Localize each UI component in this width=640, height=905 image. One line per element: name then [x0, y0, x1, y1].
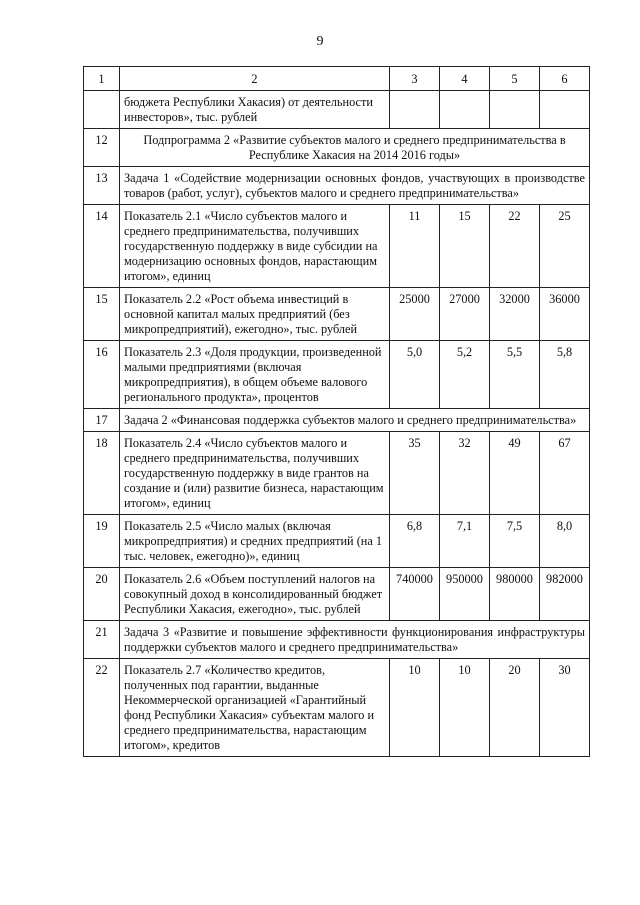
indicator-value: 15 [440, 205, 490, 288]
page-number: 9 [316, 34, 324, 49]
section-title: Задача 1 «Содействие модернизации основных фондов, участвующих в производстве товаров (работ, услуг), субъектов малого и среднего предпринимательства» [120, 167, 590, 205]
indicator-value: 7,1 [440, 515, 490, 568]
indicator-value: 35 [390, 432, 440, 515]
table-row [84, 659, 590, 757]
indicator-value: 982000 [540, 568, 590, 621]
indicator-value: 11 [390, 205, 440, 288]
indicator-value [540, 91, 590, 129]
row-number: 20 [84, 568, 120, 621]
indicator-value [390, 91, 440, 129]
table-row [84, 341, 590, 409]
indicator-value: 980000 [490, 568, 540, 621]
table-header-row [84, 67, 590, 91]
section-title: Задача 3 «Развитие и повышение эффективности функционирования инфраструктуры поддержки субъектов малого и среднего предпринимательства» [120, 621, 590, 659]
indicator-value: 10 [390, 659, 440, 757]
indicator-value: 67 [540, 432, 590, 515]
header-cell: 2 [120, 67, 390, 91]
indicator-value: 36000 [540, 288, 590, 341]
indicator-description: Показатель 2.3 «Доля продукции, произведенной малыми предприятиями (включая микропредприятия), в общем объеме валового регионального продукта», процентов [120, 341, 390, 409]
header-cell: 1 [84, 67, 120, 91]
row-number: 12 [84, 129, 120, 167]
section-title: Подпрограмма 2 «Развитие субъектов малого и среднего предпринимательства в Республике Хакасия на 2014 2016 годы» [120, 129, 590, 167]
section-title: Задача 2 «Финансовая поддержка субъектов малого и среднего предпринимательства» [120, 409, 590, 432]
table-row [84, 432, 590, 515]
indicator-value: 740000 [390, 568, 440, 621]
indicator-value: 5,2 [440, 341, 490, 409]
row-number: 15 [84, 288, 120, 341]
header-cell: 5 [490, 67, 540, 91]
indicator-value [490, 91, 540, 129]
indicator-value: 5,5 [490, 341, 540, 409]
table-row [84, 568, 590, 621]
indicator-value: 6,8 [390, 515, 440, 568]
indicator-value: 25 [540, 205, 590, 288]
indicators-table [83, 66, 590, 757]
row-number: 16 [84, 341, 120, 409]
row-number: 17 [84, 409, 120, 432]
indicator-description: бюджета Республики Хакасия) от деятельности инвесторов», тыс. рублей [120, 91, 390, 129]
table-row [84, 409, 590, 432]
row-number: 18 [84, 432, 120, 515]
header-cell: 6 [540, 67, 590, 91]
row-number: 19 [84, 515, 120, 568]
table-row [84, 205, 590, 288]
indicator-value: 10 [440, 659, 490, 757]
indicator-value [440, 91, 490, 129]
indicator-value: 49 [490, 432, 540, 515]
table-row [84, 515, 590, 568]
indicator-description: Показатель 2.7 «Количество кредитов, полученных под гарантии, выданные Некоммерческой организацией «Гарантийный фонд Республики Хакасия» субъектам малого и среднего предпринимательства, нарастающим итогом», кредитов [120, 659, 390, 757]
indicator-value: 5,0 [390, 341, 440, 409]
header-cell: 4 [440, 67, 490, 91]
row-number: 21 [84, 621, 120, 659]
table-row [84, 621, 590, 659]
indicator-value: 32 [440, 432, 490, 515]
row-number [84, 91, 120, 129]
indicator-value: 950000 [440, 568, 490, 621]
row-number: 14 [84, 205, 120, 288]
table-row [84, 167, 590, 205]
indicator-value: 27000 [440, 288, 490, 341]
row-number: 22 [84, 659, 120, 757]
indicator-value: 8,0 [540, 515, 590, 568]
indicator-description: Показатель 2.4 «Число субъектов малого и среднего предпринимательства, получивших государственную поддержку в виде грантов на создание и (или) развитие бизнеса, нарастающим итогом», единиц [120, 432, 390, 515]
indicator-description: Показатель 2.6 «Объем поступлений налогов на совокупный доход в консолидированный бюджет Республики Хакасия, ежегодно», тыс. рублей [120, 568, 390, 621]
indicator-description: Показатель 2.5 «Число малых (включая микропредприятия) и средних предприятий (на 1 тыс. человек, ежегодно)», единиц [120, 515, 390, 568]
indicator-description: Показатель 2.2 «Рост объема инвестиций в основной капитал малых предприятий (без микропредприятий), ежегодно», тыс. рублей [120, 288, 390, 341]
table-row [84, 91, 590, 129]
table-row [84, 288, 590, 341]
indicator-value: 7,5 [490, 515, 540, 568]
indicator-description: Показатель 2.1 «Число субъектов малого и среднего предпринимательства, получивших государственную поддержку в виде субсидии на модернизацию основных фондов, нарастающим итогом», единиц [120, 205, 390, 288]
indicator-value: 30 [540, 659, 590, 757]
indicator-value: 20 [490, 659, 540, 757]
indicator-value: 22 [490, 205, 540, 288]
indicator-value: 5,8 [540, 341, 590, 409]
indicator-value: 32000 [490, 288, 540, 341]
header-cell: 3 [390, 67, 440, 91]
row-number: 13 [84, 167, 120, 205]
table-row [84, 129, 590, 167]
indicator-value: 25000 [390, 288, 440, 341]
